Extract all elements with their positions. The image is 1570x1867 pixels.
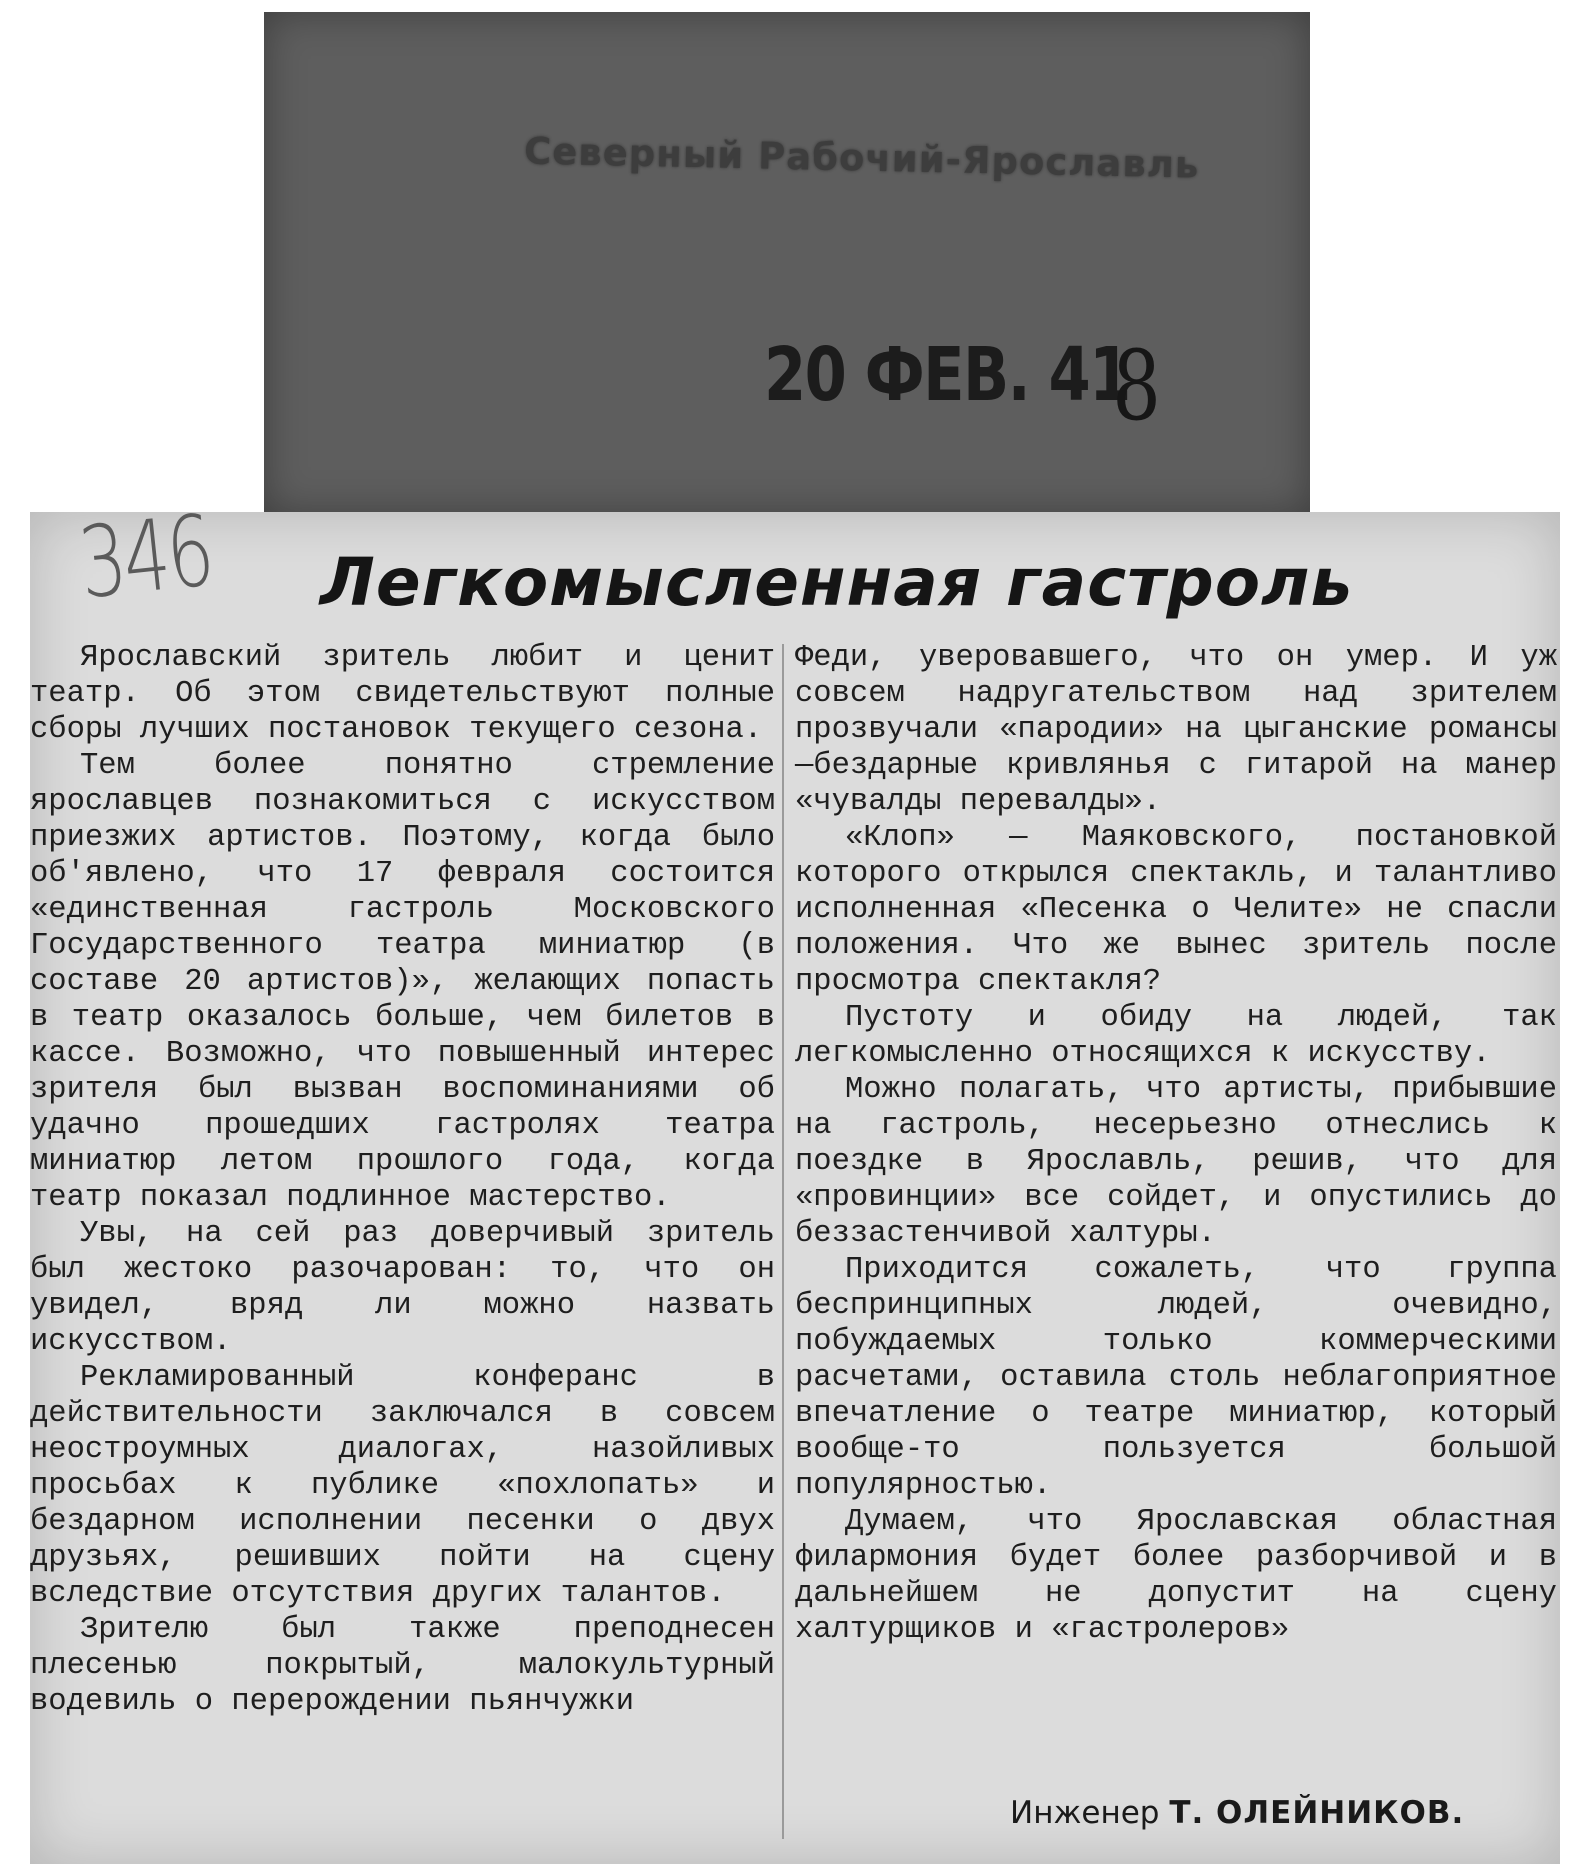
newspaper-clipping bbox=[30, 494, 1560, 1864]
article-paragraph: Можно полагать, что артисты, прибывшие на гастроль, несерьезно отнеслись к поездке в Ярославль, решив, что для «провинции» все сойдет, и опустились до беззастенчивой халтуры. bbox=[795, 1073, 1557, 1251]
article-paragraph: Зрителю был также преподнесен плесенью покрытый, малокультурный водевиль о перерождении пьянчужки bbox=[30, 1613, 775, 1719]
article-paragraph: Приходится сожалеть, что группа беспринципных людей, очевидно, побуждаемых только коммерческими расчетами, оставила столь неблагоприятное впечатление о театре миниатюр, который вообще-то пользуется большой популярностью. bbox=[795, 1253, 1557, 1503]
article-paragraph: Увы, на сей раз доверчивый зритель был жестоко разочарован: то, что он увидел, вряд ли можно назвать искусством. bbox=[30, 1217, 775, 1359]
signature-title: Инженер bbox=[1010, 1795, 1160, 1831]
column-divider bbox=[782, 644, 784, 1839]
article-paragraph: «Клоп» — Маяковского, постановкой которого открылся спектакль, и талантливо исполненная «Песенка о Челите» не спасли положения. Что же вынес зритель после просмотра спектакля? bbox=[795, 821, 1557, 999]
article-paragraph: Ярославский зритель любит и ценит театр. Об этом свидетельствуют полные сборы лучших постановок текущего сезона. bbox=[30, 641, 775, 747]
article-paragraph: Тем более понятно стремление ярославцев познакомиться с искусством приезжих артистов. Поэтому, когда было об'явлено, что 17 февраля состоится «единственная гастроль Московского Государственного театра миниатюр (в составе 20 артистов)», желающих попасть в театр оказалось больше, чем билетов в кассе. Возможно, что повышенный интерес зрителя был вызван воспоминаниями об удачно прошедших гастролях театра миниатюр летом прошлого года, когда театр показал подлинное мастерство. bbox=[30, 749, 775, 1215]
handwritten-archive-number: 346 bbox=[74, 494, 217, 622]
archive-label-card bbox=[264, 12, 1310, 514]
signature-author: Т. ОЛЕЙНИКОВ. bbox=[1169, 1795, 1465, 1831]
article-column-right bbox=[795, 640, 1557, 1648]
article-paragraph: Феди, уверовавшего, что он умер. И уж совсем надругательством над зрителем прозвучали «пародии» на цыганские романсы—бездарные кривлянья с гитарой на манер «чувалды перевалды». bbox=[795, 641, 1557, 819]
date-stamp: 20 ФЕВ. 41 bbox=[764, 332, 1130, 418]
article-signature bbox=[1010, 1795, 1464, 1831]
page-number-stamp: 8 bbox=[1112, 330, 1161, 442]
article-headline: Легкомысленная гастроль bbox=[320, 544, 1354, 621]
article-paragraph: Рекламированный конферанс в действительности заключался в совсем неостроумных диалогах, назойливых просьбах к публике «похлопать» и бездарном исполнении песенки о двух друзьях, решивших пойти на сцену вследствие отсутствия других талантов. bbox=[30, 1361, 775, 1611]
article-paragraph: Пустоту и обиду на людей, так легкомысленно относящихся к искусству. bbox=[795, 1001, 1557, 1071]
newspaper-source-stamp: Северный Рабочий-Ярославль bbox=[523, 129, 1200, 187]
article-paragraph: Думаем, что Ярославская областная филармония будет более разборчивой и в дальнейшем не допустит на сцену халтурщиков и «гастролеров» bbox=[795, 1505, 1557, 1647]
article-column-left bbox=[30, 640, 775, 1720]
